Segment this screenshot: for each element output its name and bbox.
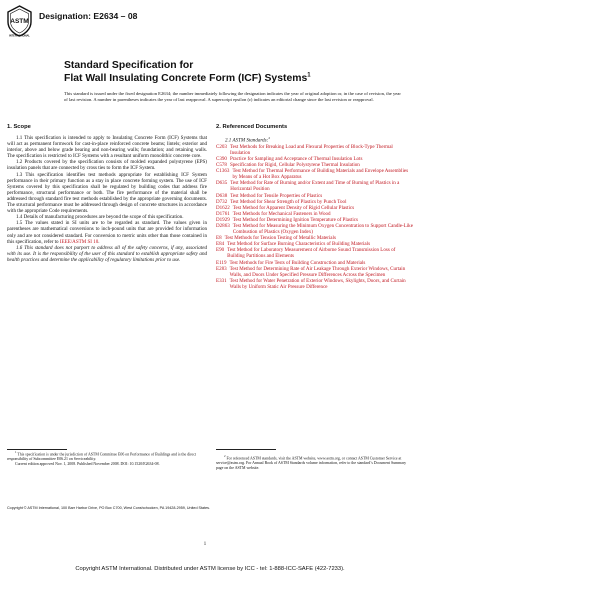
scope-para-1-5-end: . bbox=[98, 238, 100, 245]
reference-code-link[interactable]: C390 bbox=[216, 155, 227, 162]
reference-code-link[interactable]: E84 bbox=[216, 241, 225, 248]
reference-item bbox=[216, 168, 414, 180]
reference-item bbox=[216, 266, 414, 278]
references-heading: 2. Referenced Documents bbox=[216, 124, 288, 130]
logo-text: ASTM bbox=[10, 18, 29, 25]
reference-title-link[interactable]: Practice for Sampling and Acceptance of Thermal Insulation Lots bbox=[229, 155, 363, 162]
reference-title-link[interactable]: Test Methods for Tension Testing of Metallic Materials bbox=[224, 235, 336, 242]
astm-standards-subhead bbox=[216, 135, 414, 144]
reference-code-link[interactable]: E283 bbox=[216, 265, 227, 272]
reference-code-link[interactable]: E90 bbox=[216, 247, 225, 254]
scope-heading: 1. Scope bbox=[7, 124, 31, 130]
title-line-2 bbox=[64, 73, 311, 86]
reference-title-link[interactable]: Test Method for Surface Burning Characteristics of Building Materials bbox=[227, 241, 371, 248]
license-banner: Copyright ASTM International. Distributed under ASTM license by ICC - tel: 1-888-ICC-SAFE (422-7233). bbox=[75, 566, 345, 572]
reference-title-link[interactable]: Test Methods for Breaking Load and Flexural Properties of Block-Type Thermal Insulation bbox=[229, 143, 393, 156]
footnote-2 bbox=[216, 456, 414, 472]
reference-title-link[interactable]: Test Method for Laboratory Measurement of Airborne Sound Transmission Loss of Building Partitions and Elements bbox=[227, 247, 396, 260]
reference-code-link[interactable]: D1622 bbox=[216, 204, 230, 211]
issued-note: This standard is issued under the fixed designation E2634; the number immediately following the designation indicates the year of original adoption or, in the case of revision, the year of last revision. A number in parentheses indicates the year of last reapproval. A superscript epsilon (ε) indicates an editorial change since the last revision or reapproval. bbox=[64, 91, 401, 103]
footnote-1 bbox=[7, 452, 207, 468]
title-line-1: Standard Specification for bbox=[64, 60, 194, 71]
reference-title-link[interactable]: Test Method for Determining Rate of Air Leakage Through Exterior Windows, Curtain Walls, and Doors Under Specified Pressure Differences Across the Specimen bbox=[229, 265, 406, 278]
reference-code-link[interactable]: D638 bbox=[216, 192, 228, 199]
reference-title-link[interactable]: Specification for Rigid, Cellular Polystyrene Thermal Insulation bbox=[229, 162, 360, 169]
reference-item bbox=[216, 247, 414, 259]
astm-standards-subhead-text: 2.1 ASTM Standards: bbox=[225, 137, 269, 144]
reference-title-link[interactable]: Test Method for Measuring the Minimum Oxygen Concentration to Support Candle-Like Combustion of Plastics (Oxygen Index) bbox=[232, 222, 413, 236]
reference-code-link[interactable]: E119 bbox=[216, 259, 227, 266]
reference-code-link[interactable]: D1761 bbox=[216, 210, 230, 217]
reference-code-link[interactable]: D2863 bbox=[216, 222, 230, 229]
ieee-astm-si10-link[interactable]: IEEE/ASTM SI 10 bbox=[59, 238, 99, 245]
footnote-2-body bbox=[216, 456, 414, 472]
reference-title-link[interactable]: Test Method for Apparent Density of Rigid Cellular Plastics bbox=[232, 204, 355, 211]
reference-title-link[interactable]: Test Methods for Fire Tests of Building Construction and Materials bbox=[229, 259, 366, 266]
reference-code-link[interactable]: D1929 bbox=[216, 216, 230, 223]
reference-code-link[interactable]: E331 bbox=[216, 277, 227, 284]
reference-code-link[interactable]: C1363 bbox=[216, 168, 230, 175]
title-footnote-mark: 1 bbox=[307, 72, 311, 79]
copyright-line: Copyright © ASTM International, 100 Barr Harbor Drive, PO Box C700, West Conshohocken, PA 19428-2959, United States. bbox=[7, 506, 211, 510]
astm-logo bbox=[6, 5, 33, 37]
logo-subtext: INTERNATIONAL bbox=[9, 34, 30, 37]
footnote-1-body bbox=[7, 452, 207, 462]
referenced-documents-section bbox=[216, 124, 414, 290]
footnote-1-mark: 1 bbox=[15, 450, 17, 454]
document-title bbox=[64, 60, 311, 85]
subhead-footnote-mark: 2 bbox=[268, 136, 271, 140]
scope-section bbox=[7, 124, 207, 263]
scope-para-1-5 bbox=[7, 220, 207, 244]
reference-code-link[interactable]: C578 bbox=[216, 162, 227, 169]
reference-code-link[interactable]: C203 bbox=[216, 143, 227, 150]
scope-para-1-6: 1.6 This standard does not purport to address all of the safety concerns, if any, associated with its use. It is the responsibility of the user of this standard to establish appropriate safety and health practices and determine the applicability of regulatory limitations prior to use. bbox=[7, 244, 207, 263]
reference-title-link[interactable]: Test Method for Water Penetration of Exterior Windows, Skylights, Doors, and Curtain Walls by Uniform Static Air Pressure Difference bbox=[229, 277, 406, 290]
reference-item bbox=[216, 278, 414, 290]
reference-title-link[interactable]: Test Methods for Mechanical Fasteners in Wood bbox=[232, 210, 331, 217]
scope-para-1-5-text: 1.5 The values stated in SI units are to be regarded as standard. The values given in parentheses are mathematical conversions to inch-pound units that are provided for information only and are not considered standard. For conversion to metric units other than those contained in this specification, refer to bbox=[7, 220, 207, 245]
reference-code-link[interactable]: D635 bbox=[216, 180, 228, 187]
reference-code-link[interactable]: E8 bbox=[216, 235, 222, 242]
designation: Designation: E2634 – 08 bbox=[39, 11, 138, 21]
page-number: 1 bbox=[203, 542, 207, 547]
reference-list bbox=[216, 144, 414, 290]
reference-item bbox=[216, 223, 414, 235]
footnote-2-text: For referenced ASTM standards, visit the ASTM website, www.astm.org, or contact ASTM Customer Service at service@astm.org. For Annual Book of ASTM Standards volume information, refer to the standard’s Document Summary page on the ASTM website. bbox=[216, 456, 407, 471]
reference-title-link[interactable]: Test Method for Thermal Performance of Building Materials and Envelope Assemblies by Means of a Hot Box Apparatus bbox=[232, 168, 409, 181]
reference-item bbox=[216, 144, 414, 156]
reference-title-link[interactable]: Test Method for Shear Strength of Plastics by Punch Tool bbox=[230, 198, 347, 205]
scope-para-1-2: 1.2 Products covered by the specification consists of molded expanded polystyrene (EPS) insulation panels that are connected by cross ties to form the ICF System. bbox=[7, 159, 207, 172]
reference-title-link[interactable]: Test Method for Rate of Burning and/or Extent and Time of Burning of Plastics in a Horizontal Position bbox=[230, 180, 400, 193]
footnote-rule-right bbox=[216, 449, 276, 450]
reference-title-link[interactable]: Test Method for Tensile Properties of Plastics bbox=[230, 192, 323, 199]
scope-para-1-1: 1.1 This specification is intended to apply to Insulating Concrete Form (ICF) Systems that will act as permanent formwork for cast-in-place reinforced concrete beams; lintels; exterior and interior, above and below grade bearing and non-bearing walls; foundation; and retaining walls. The specification is restricted to ICF Systems with a resultant uniform monolithic concrete core. bbox=[7, 135, 207, 160]
reference-title-link[interactable]: Test Method for Determining Ignition Temperature of Plastics bbox=[232, 216, 358, 223]
footnote-1-text: This specification is under the jurisdiction of ASTM Committee E06 on Performance of Buildings and is the direct responsibility of Subcommittee E06.21 on Serviceability. bbox=[7, 452, 197, 462]
scope-para-1-3: 1.3 This specification identifies test methods appropriate for establishing ICF System performance in their primary function as a stay in place concrete forming system. The use of ICF Systems covered by this specification shall be regulated by building codes that address fire performance, structural performance or both. The fire performance of the material shall be addressed through standard fire test methods established by the appropriate governing documents. The structural performance must be addressed through design of concrete structures in accordance with the appropriate Code requirements. bbox=[7, 171, 207, 215]
footnote-1-edition: Current edition approved Nov. 1, 2008. Published November 2008. DOI: 10.1520/E2634-08. bbox=[15, 462, 160, 467]
footnote-2-mark: 2 bbox=[224, 454, 226, 458]
reference-item bbox=[216, 180, 414, 192]
title-line-2-text: Flat Wall Insulating Concrete Form (ICF) Systems bbox=[64, 72, 308, 84]
scope-para-1-4: 1.4 Details of manufacturing procedures are beyond the scope of this specification. bbox=[16, 214, 184, 221]
reference-code-link[interactable]: D732 bbox=[216, 198, 228, 205]
